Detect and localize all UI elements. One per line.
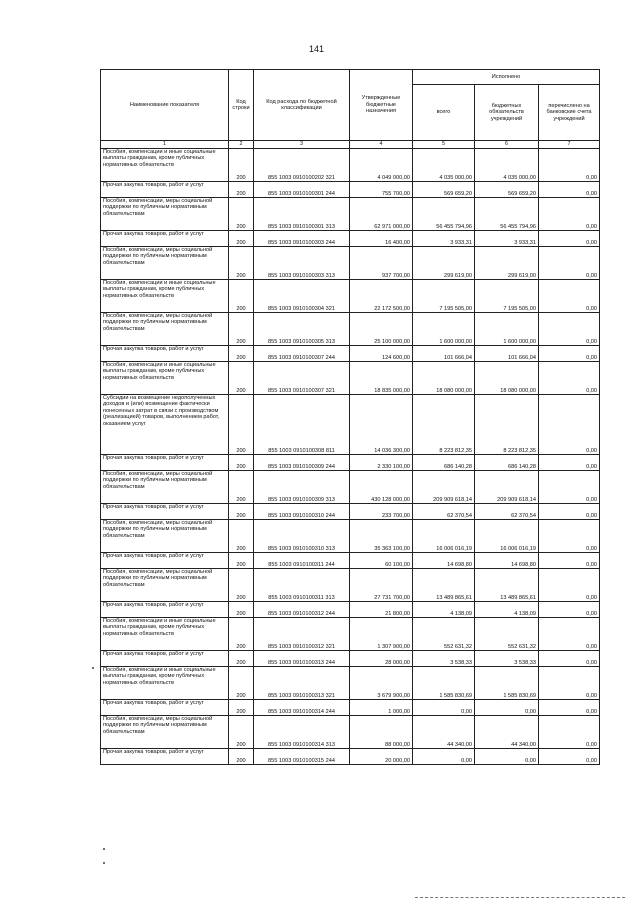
row-indicator-name: Пособия, компенсации, меры социальной поддержки по публичным нормативным обязательствам [101,520,229,553]
row-approved-amount: 21 800,00 [350,602,413,618]
row-code: 200 [229,504,254,520]
row-code: 200 [229,395,254,455]
row-executed-institutions: 4 138,09 [475,602,539,618]
row-executed-bank: 0,00 [539,569,600,602]
row-executed-institutions: 0,00 [475,700,539,716]
row-code: 200 [229,716,254,749]
row-indicator-name: Пособия, компенсации, меры социальной поддержки по публичным нормативным обязательствам [101,471,229,504]
row-approved-amount: 18 835 000,00 [350,362,413,395]
scan-speck [92,667,94,669]
row-executed-total: 3 933,31 [413,231,475,247]
table-row [101,553,600,569]
row-indicator-name: Прочая закупка товаров, работ и услуг [101,749,229,765]
row-approved-amount: 28 000,00 [350,651,413,667]
row-approved-amount: 3 679 900,00 [350,667,413,700]
row-budget-code: 855 1003 0910100303 313 [254,247,350,280]
row-approved-amount: 14 036 300,00 [350,395,413,455]
row-executed-institutions: 3 933,31 [475,231,539,247]
row-code: 200 [229,651,254,667]
row-executed-institutions: 14 698,80 [475,553,539,569]
row-executed-total: 56 455 794,96 [413,198,475,231]
row-executed-institutions: 18 080 000,00 [475,362,539,395]
table-row [101,520,600,553]
page-number: 141 [308,44,325,54]
row-indicator-name: Прочая закупка товаров, работ и услуг [101,651,229,667]
row-budget-code: 855 1003 0910100314 244 [254,700,350,716]
row-approved-amount: 62 971 000,00 [350,198,413,231]
row-budget-code: 855 1003 0910100309 244 [254,455,350,471]
row-executed-bank: 0,00 [539,651,600,667]
row-executed-total: 552 631,32 [413,618,475,651]
row-indicator-name: Пособия, компенсации и иные социальные выплаты гражданам, кроме публичных нормативных обязательств [101,618,229,651]
row-code: 200 [229,471,254,504]
row-executed-total: 0,00 [413,700,475,716]
row-executed-bank: 0,00 [539,346,600,362]
row-budget-code: 855 1003 0910100301 244 [254,182,350,198]
row-executed-bank: 0,00 [539,198,600,231]
row-executed-total: 14 698,80 [413,553,475,569]
row-indicator-name: Прочая закупка товаров, работ и услуг [101,700,229,716]
column-number: 5 [413,141,475,149]
row-executed-bank: 0,00 [539,749,600,765]
table-row [101,749,600,765]
row-executed-total: 686 140,28 [413,455,475,471]
row-executed-bank: 0,00 [539,471,600,504]
column-number: 3 [254,141,350,149]
footer-line [415,897,625,898]
row-indicator-name: Субсидии на возмещение недополученных доходов и (или) возмещение фактически понесенных затрат в связи с производством (реализацией) товаров, выполнением работ, оказанием услуг [101,395,229,455]
row-budget-code: 855 1003 0910100312 321 [254,618,350,651]
row-budget-code: 855 1003 0910100314 313 [254,716,350,749]
table-row [101,504,600,520]
row-indicator-name: Прочая закупка товаров, работ и услуг [101,182,229,198]
row-indicator-name: Прочая закупка товаров, работ и услуг [101,553,229,569]
row-executed-institutions: 101 666,04 [475,346,539,362]
row-executed-bank: 0,00 [539,395,600,455]
table-row [101,569,600,602]
row-approved-amount: 60 100,00 [350,553,413,569]
row-executed-total: 1 585 830,69 [413,667,475,700]
row-executed-institutions: 13 489 865,61 [475,569,539,602]
row-indicator-name: Пособия, компенсации и иные социальные выплаты гражданам, кроме публичных нормативных обязательств [101,280,229,313]
row-budget-code: 855 1003 0910100310 244 [254,504,350,520]
row-budget-code: 855 1003 0910100310 313 [254,520,350,553]
table-body [101,149,600,765]
table-row [101,149,600,182]
row-executed-institutions: 209 909 618,14 [475,471,539,504]
table-row [101,362,600,395]
table-row [101,313,600,346]
row-executed-total: 62 370,54 [413,504,475,520]
row-approved-amount: 4 049 000,00 [350,149,413,182]
row-code: 200 [229,231,254,247]
row-budget-code: 855 1003 0910100309 313 [254,471,350,504]
table-row [101,618,600,651]
row-indicator-name: Пособия, компенсации, меры социальной поддержки по публичным нормативным обязательствам [101,569,229,602]
row-executed-total: 569 659,20 [413,182,475,198]
table-row [101,280,600,313]
table-row [101,700,600,716]
row-executed-total: 18 080 000,00 [413,362,475,395]
row-budget-code: 855 1003 0910100307 321 [254,362,350,395]
scan-speck [103,862,105,864]
row-code: 200 [229,569,254,602]
table-row [101,346,600,362]
row-executed-bank: 0,00 [539,231,600,247]
column-number: 4 [350,141,413,149]
row-approved-amount: 755 700,00 [350,182,413,198]
row-indicator-name: Прочая закупка товаров, работ и услуг [101,455,229,471]
table-row [101,651,600,667]
row-executed-total: 8 223 812,35 [413,395,475,455]
row-executed-total: 0,00 [413,749,475,765]
row-code: 200 [229,247,254,280]
row-approved-amount: 20 000,00 [350,749,413,765]
row-executed-bank: 0,00 [539,700,600,716]
column-number: 7 [539,141,600,149]
row-approved-amount: 937 700,00 [350,247,413,280]
row-approved-amount: 2 330 100,00 [350,455,413,471]
row-executed-institutions: 7 195 505,00 [475,280,539,313]
column-number: 2 [229,141,254,149]
row-approved-amount: 88 000,00 [350,716,413,749]
row-executed-total: 16 006 016,19 [413,520,475,553]
row-executed-institutions: 62 370,54 [475,504,539,520]
row-approved-amount: 35 363 100,00 [350,520,413,553]
row-approved-amount: 1 000,00 [350,700,413,716]
row-approved-amount: 233 700,00 [350,504,413,520]
row-executed-bank: 0,00 [539,504,600,520]
header-approved: Утвержденные бюджетные назначения [350,70,413,141]
header-executed: Исполнено [413,70,600,85]
row-executed-total: 4 138,09 [413,602,475,618]
row-executed-bank: 0,00 [539,182,600,198]
row-executed-bank: 0,00 [539,280,600,313]
table-row [101,198,600,231]
row-approved-amount: 16 400,00 [350,231,413,247]
row-budget-code: 855 1003 0910100303 244 [254,231,350,247]
header-executed-institutions: бюджетных обязательств учреждений [475,85,539,141]
row-executed-institutions: 1 585 830,69 [475,667,539,700]
row-code: 200 [229,553,254,569]
table-row [101,471,600,504]
row-code: 200 [229,182,254,198]
row-indicator-name: Пособия, компенсации, меры социальной поддержки по публичным нормативным обязательствам [101,247,229,280]
row-executed-total: 7 195 505,00 [413,280,475,313]
row-code: 200 [229,602,254,618]
row-code: 200 [229,280,254,313]
row-code: 200 [229,362,254,395]
row-executed-institutions: 552 631,32 [475,618,539,651]
table-row [101,395,600,455]
header-row-code: Код строки [229,70,254,141]
row-budget-code: 855 1003 0910100305 313 [254,313,350,346]
row-code: 200 [229,198,254,231]
column-number: 6 [475,141,539,149]
row-executed-total: 4 035 000,00 [413,149,475,182]
row-indicator-name: Пособия, компенсации, меры социальной поддержки по публичным нормативным обязательствам [101,313,229,346]
row-executed-total: 1 600 000,00 [413,313,475,346]
row-budget-code: 855 1003 0910100312 244 [254,602,350,618]
row-executed-institutions: 3 538,33 [475,651,539,667]
row-executed-institutions: 0,00 [475,749,539,765]
row-executed-institutions: 44 340,00 [475,716,539,749]
row-executed-bank: 0,00 [539,455,600,471]
row-budget-code: 855 1003 0910100308 811 [254,395,350,455]
row-indicator-name: Прочая закупка товаров, работ и услуг [101,231,229,247]
row-code: 200 [229,455,254,471]
row-budget-code: 855 1003 0910100313 244 [254,651,350,667]
row-executed-total: 299 619,00 [413,247,475,280]
row-executed-total: 101 666,04 [413,346,475,362]
row-approved-amount: 27 731 700,00 [350,569,413,602]
row-budget-code: 855 1003 0910100304 321 [254,280,350,313]
column-number: 1 [101,141,229,149]
row-code: 200 [229,618,254,651]
row-executed-bank: 0,00 [539,618,600,651]
row-executed-institutions: 16 006 016,19 [475,520,539,553]
table-row [101,182,600,198]
row-budget-code: 855 1003 0910100311 244 [254,553,350,569]
row-executed-total: 44 340,00 [413,716,475,749]
row-executed-institutions: 1 600 000,00 [475,313,539,346]
table-row [101,231,600,247]
row-executed-bank: 0,00 [539,667,600,700]
table-row [101,716,600,749]
row-approved-amount: 124 600,00 [350,346,413,362]
row-indicator-name: Прочая закупка товаров, работ и услуг [101,346,229,362]
row-executed-bank: 0,00 [539,247,600,280]
row-code: 200 [229,346,254,362]
row-executed-bank: 0,00 [539,716,600,749]
row-code: 200 [229,313,254,346]
row-approved-amount: 1 307 900,00 [350,618,413,651]
row-executed-institutions: 8 223 812,35 [475,395,539,455]
row-code: 200 [229,149,254,182]
budget-execution-table [100,69,600,765]
row-executed-institutions: 4 035 000,00 [475,149,539,182]
row-indicator-name: Прочая закупка товаров, работ и услуг [101,504,229,520]
header-executed-bank: перечислено на банковские счета учреждений [539,85,600,141]
row-executed-bank: 0,00 [539,149,600,182]
row-budget-code: 855 1003 0910100311 313 [254,569,350,602]
header-executed-total: всего [413,85,475,141]
row-budget-code: 855 1003 0910100313 321 [254,667,350,700]
row-executed-total: 3 538,33 [413,651,475,667]
scan-speck [103,848,105,850]
row-indicator-name: Пособия, компенсации, меры социальной поддержки по публичным нормативным обязательствам [101,716,229,749]
row-executed-total: 209 909 618,14 [413,471,475,504]
row-budget-code: 855 1003 0910100301 313 [254,198,350,231]
row-executed-institutions: 299 619,00 [475,247,539,280]
row-executed-bank: 0,00 [539,313,600,346]
row-budget-code: 855 1003 0910100202 321 [254,149,350,182]
row-code: 200 [229,700,254,716]
row-approved-amount: 22 172 500,00 [350,280,413,313]
row-indicator-name: Пособия, компенсации и иные социальные выплаты гражданам, кроме публичных нормативных обязательств [101,667,229,700]
row-executed-institutions: 569 659,20 [475,182,539,198]
row-indicator-name: Пособия, компенсации и иные социальные выплаты гражданам, кроме публичных нормативных обязательств [101,149,229,182]
row-approved-amount: 430 128 000,00 [350,471,413,504]
row-executed-total: 13 489 865,61 [413,569,475,602]
row-budget-code: 855 1003 0910100307 244 [254,346,350,362]
table-row [101,455,600,471]
row-executed-bank: 0,00 [539,520,600,553]
row-executed-institutions: 686 140,28 [475,455,539,471]
row-budget-code: 855 1003 0910100315 244 [254,749,350,765]
row-code: 200 [229,667,254,700]
row-indicator-name: Пособия, компенсации, меры социальной поддержки по публичным нормативным обязательствам [101,198,229,231]
row-code: 200 [229,749,254,765]
row-indicator-name: Прочая закупка товаров, работ и услуг [101,602,229,618]
row-executed-bank: 0,00 [539,553,600,569]
header-budget-classification: Код расхода по бюджетной классификации [254,70,350,141]
row-code: 200 [229,520,254,553]
row-executed-institutions: 56 455 794,96 [475,198,539,231]
row-approved-amount: 25 100 000,00 [350,313,413,346]
row-executed-bank: 0,00 [539,602,600,618]
row-indicator-name: Пособия, компенсации и иные социальные выплаты гражданам, кроме публичных нормативных обязательств [101,362,229,395]
row-executed-bank: 0,00 [539,362,600,395]
table-row [101,667,600,700]
table-row [101,602,600,618]
table-row [101,247,600,280]
header-indicator-name: Наименование показателя [101,70,229,141]
